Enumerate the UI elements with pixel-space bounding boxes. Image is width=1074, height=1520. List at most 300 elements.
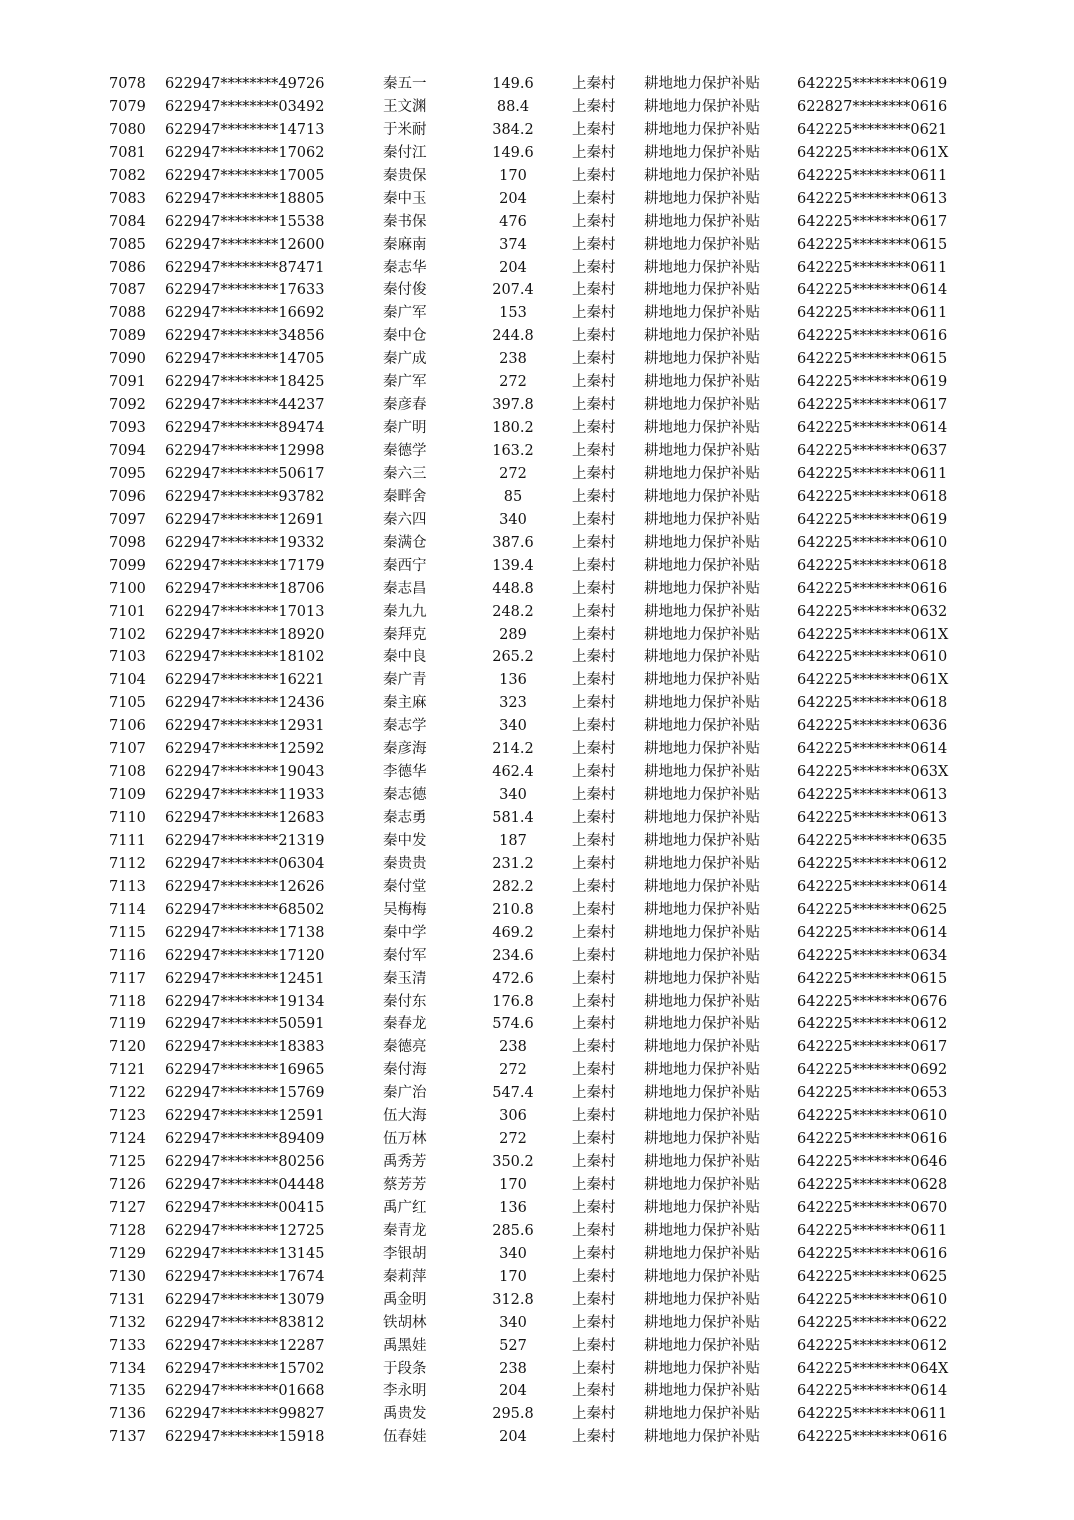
account-number: 622947********83812 — [165, 1314, 325, 1331]
village: 上秦村 — [572, 282, 616, 299]
id-number: 642225********0611 — [797, 1406, 948, 1423]
village: 上秦村 — [572, 465, 616, 482]
recipient-name: 于米耐 — [383, 121, 427, 138]
id-number: 642225********0612 — [797, 855, 948, 872]
id-number: 642225********0646 — [797, 1154, 948, 1171]
village: 上秦村 — [572, 121, 616, 138]
account-number: 622947********18102 — [165, 649, 325, 666]
subsidy-amount: 289 — [499, 626, 527, 643]
village: 上秦村 — [572, 351, 616, 368]
subsidy-amount: 312.8 — [492, 1291, 534, 1308]
table-row — [0, 348, 1074, 371]
subsidy-type: 耕地地力保护补贴 — [644, 832, 760, 849]
village: 上秦村 — [572, 924, 616, 941]
id-number: 642225********0611 — [797, 259, 948, 276]
table-row — [0, 1426, 1074, 1449]
recipient-name: 于段条 — [383, 1360, 427, 1377]
subsidy-type: 耕地地力保护补贴 — [644, 718, 760, 735]
account-number: 622947********68502 — [165, 901, 325, 918]
subsidy-type: 耕地地力保护补贴 — [644, 1016, 760, 1033]
subsidy-amount: 340 — [499, 511, 527, 528]
table-row — [0, 279, 1074, 302]
row-number: 7108 — [109, 764, 146, 781]
account-number: 622947********18383 — [165, 1039, 325, 1056]
recipient-name: 秦广成 — [383, 351, 427, 368]
account-number: 622947********21319 — [165, 832, 325, 849]
row-number: 7106 — [109, 718, 146, 735]
id-number: 642225********0619 — [797, 76, 948, 92]
subsidy-amount: 149.6 — [492, 76, 534, 92]
table-row — [0, 1312, 1074, 1335]
recipient-name: 伍春娃 — [383, 1429, 427, 1446]
id-number: 642225********0617 — [797, 213, 948, 230]
recipient-name: 秦彦海 — [383, 741, 427, 758]
village: 上秦村 — [572, 1291, 616, 1308]
id-number: 642225********0614 — [797, 420, 948, 437]
account-number: 622947********89409 — [165, 1131, 325, 1148]
account-number: 622947********12287 — [165, 1337, 325, 1354]
account-number: 622947********17062 — [165, 144, 325, 161]
recipient-name: 秦志华 — [383, 259, 427, 276]
id-number: 642225********0618 — [797, 557, 948, 574]
row-number: 7095 — [109, 465, 146, 482]
village: 上秦村 — [572, 488, 616, 505]
row-number: 7093 — [109, 420, 146, 437]
subsidy-type: 耕地地力保护补贴 — [644, 144, 760, 161]
subsidy-type: 耕地地力保护补贴 — [644, 76, 760, 92]
subsidy-amount: 448.8 — [492, 580, 534, 597]
village: 上秦村 — [572, 1108, 616, 1125]
id-number: 642225********0636 — [797, 718, 948, 735]
id-number: 642225********0617 — [797, 1039, 948, 1056]
row-number: 7113 — [109, 878, 146, 895]
subsidy-amount: 231.2 — [492, 855, 534, 872]
row-number: 7107 — [109, 741, 146, 758]
village: 上秦村 — [572, 626, 616, 643]
account-number: 622947********87471 — [165, 259, 325, 276]
subsidy-amount: 238 — [499, 1360, 527, 1377]
id-number: 642225********0616 — [797, 328, 948, 345]
subsidy-type: 耕地地力保护补贴 — [644, 1131, 760, 1148]
table-row — [0, 509, 1074, 532]
village: 上秦村 — [572, 1406, 616, 1423]
village: 上秦村 — [572, 1383, 616, 1400]
subsidy-type: 耕地地力保护补贴 — [644, 810, 760, 826]
id-number: 642225********0615 — [797, 970, 948, 987]
row-number: 7103 — [109, 649, 146, 666]
subsidy-type: 耕地地力保护补贴 — [644, 1429, 760, 1446]
subsidy-amount: 374 — [499, 236, 527, 253]
table-row — [0, 1220, 1074, 1243]
row-number: 7094 — [109, 443, 146, 459]
account-number: 622947********12931 — [165, 718, 325, 735]
id-number: 642225********0610 — [797, 534, 948, 551]
village: 上秦村 — [572, 190, 616, 207]
subsidy-type: 耕地地力保护补贴 — [644, 236, 760, 253]
recipient-name: 禹贵发 — [383, 1406, 427, 1423]
table-row — [0, 257, 1074, 280]
account-number: 622947********80256 — [165, 1154, 325, 1171]
table-row — [0, 784, 1074, 807]
row-number: 7109 — [109, 787, 146, 804]
subsidy-amount: 397.8 — [492, 397, 534, 414]
village: 上秦村 — [572, 695, 616, 712]
table-row — [0, 899, 1074, 922]
row-number: 7135 — [109, 1383, 146, 1400]
subsidy-amount: 272 — [499, 374, 527, 391]
id-number: 642225********0635 — [797, 832, 948, 849]
account-number: 622947********06304 — [165, 855, 325, 872]
id-number: 642225********0676 — [797, 993, 948, 1010]
subsidy-amount: 163.2 — [492, 443, 534, 459]
table-row — [0, 73, 1074, 96]
subsidy-amount: 282.2 — [492, 878, 534, 895]
table-row — [0, 165, 1074, 188]
id-number: 642225********0625 — [797, 901, 948, 918]
subsidy-amount: 238 — [499, 1039, 527, 1056]
table-row — [0, 669, 1074, 692]
table-row — [0, 624, 1074, 647]
subsidy-type: 耕地地力保护补贴 — [644, 397, 760, 414]
recipient-name: 秦付军 — [383, 947, 427, 964]
subsidy-type: 耕地地力保护补贴 — [644, 351, 760, 368]
id-number: 642225********0611 — [797, 167, 948, 184]
table-row — [0, 532, 1074, 555]
village: 上秦村 — [572, 144, 616, 161]
subsidy-type: 耕地地力保护补贴 — [644, 787, 760, 804]
subsidy-type: 耕地地力保护补贴 — [644, 649, 760, 666]
account-number: 622947********18425 — [165, 374, 325, 391]
account-number: 622947********12683 — [165, 810, 325, 826]
id-number: 642225********0618 — [797, 488, 948, 505]
account-number: 622947********12626 — [165, 878, 325, 895]
subsidy-type: 耕地地力保护补贴 — [644, 1337, 760, 1354]
table-row — [0, 555, 1074, 578]
subsidy-amount: 340 — [499, 718, 527, 735]
table-row — [0, 1289, 1074, 1312]
village: 上秦村 — [572, 397, 616, 414]
subsidy-amount: 581.4 — [492, 810, 534, 826]
subsidy-amount: 323 — [499, 695, 527, 712]
village: 上秦村 — [572, 580, 616, 597]
account-number: 622947********14713 — [165, 121, 325, 138]
subsidy-amount: 139.4 — [492, 557, 534, 574]
subsidy-type: 耕地地力保护补贴 — [644, 1245, 760, 1262]
recipient-name: 秦青龙 — [383, 1222, 427, 1239]
recipient-name: 秦志德 — [383, 787, 427, 804]
row-number: 7129 — [109, 1245, 146, 1262]
row-number: 7132 — [109, 1314, 146, 1331]
id-number: 642225********0613 — [797, 190, 948, 207]
table-row — [0, 715, 1074, 738]
subsidy-amount: 272 — [499, 1062, 527, 1079]
table-row — [0, 1082, 1074, 1105]
account-number: 622947********15702 — [165, 1360, 325, 1377]
subsidy-type: 耕地地力保护补贴 — [644, 672, 760, 689]
account-number: 622947********18706 — [165, 580, 325, 597]
table-row — [0, 830, 1074, 853]
id-number: 642225********0632 — [797, 603, 948, 620]
recipient-name: 秦莉萍 — [383, 1268, 427, 1285]
subsidy-amount: 387.6 — [492, 534, 534, 551]
subsidy-amount: 204 — [499, 259, 527, 276]
village: 上秦村 — [572, 1245, 616, 1262]
id-number: 642225********0634 — [797, 947, 948, 964]
recipient-name: 李永明 — [383, 1383, 427, 1400]
row-number: 7124 — [109, 1131, 146, 1148]
table-row — [0, 302, 1074, 325]
account-number: 622947********15918 — [165, 1429, 325, 1446]
table-row — [0, 440, 1074, 463]
account-number: 622947********12998 — [165, 443, 325, 459]
recipient-name: 秦玉清 — [383, 970, 427, 987]
row-number: 7114 — [109, 901, 146, 918]
village: 上秦村 — [572, 1314, 616, 1331]
village: 上秦村 — [572, 305, 616, 322]
recipient-name: 秦付东 — [383, 993, 427, 1010]
subsidy-amount: 272 — [499, 465, 527, 482]
recipient-name: 秦中良 — [383, 649, 427, 666]
id-number: 642225********0616 — [797, 1429, 948, 1446]
id-number: 642225********061X — [797, 144, 949, 161]
village: 上秦村 — [572, 764, 616, 781]
id-number: 642225********0616 — [797, 1131, 948, 1148]
table-row — [0, 211, 1074, 234]
table-row — [0, 1105, 1074, 1128]
subsidy-type: 耕地地力保护补贴 — [644, 993, 760, 1010]
account-number: 622947********00415 — [165, 1199, 325, 1216]
account-number: 622947********89474 — [165, 420, 325, 437]
subsidy-type: 耕地地力保护补贴 — [644, 443, 760, 459]
account-number: 622947********50617 — [165, 465, 325, 482]
village: 上秦村 — [572, 672, 616, 689]
recipient-name: 秦付江 — [383, 144, 427, 161]
recipient-name: 李银胡 — [383, 1245, 427, 1262]
account-number: 622947********13079 — [165, 1291, 325, 1308]
subsidy-amount: 210.8 — [492, 901, 534, 918]
subsidy-amount: 340 — [499, 1245, 527, 1262]
recipient-name: 蔡芳芳 — [383, 1177, 427, 1193]
subsidy-amount: 285.6 — [492, 1222, 534, 1239]
subsidy-type: 耕地地力保护补贴 — [644, 1177, 760, 1193]
subsidy-type: 耕地地力保护补贴 — [644, 603, 760, 620]
recipient-name: 秦畔舍 — [383, 488, 427, 505]
village: 上秦村 — [572, 1085, 616, 1102]
subsidy-amount: 265.2 — [492, 649, 534, 666]
row-number: 7115 — [109, 924, 146, 941]
subsidy-amount: 170 — [499, 167, 527, 184]
recipient-name: 秦付堂 — [383, 878, 427, 895]
id-number: 642225********0670 — [797, 1199, 948, 1216]
account-number: 622947********18920 — [165, 626, 325, 643]
recipient-name: 禹金明 — [383, 1291, 427, 1308]
table-row — [0, 1013, 1074, 1036]
village: 上秦村 — [572, 420, 616, 437]
village: 上秦村 — [572, 557, 616, 574]
account-number: 622947********11933 — [165, 787, 325, 804]
subsidy-type: 耕地地力保护补贴 — [644, 947, 760, 964]
recipient-name: 秦书保 — [383, 213, 427, 230]
subsidy-amount: 472.6 — [492, 970, 534, 987]
id-number: 642225********0614 — [797, 924, 948, 941]
subsidy-amount: 149.6 — [492, 144, 534, 161]
row-number: 7111 — [109, 832, 146, 849]
row-number: 7088 — [109, 305, 146, 322]
id-number: 642225********0612 — [797, 1337, 948, 1354]
village: 上秦村 — [572, 1199, 616, 1216]
row-number: 7116 — [109, 947, 146, 964]
subsidy-amount: 214.2 — [492, 741, 534, 758]
subsidy-amount: 244.8 — [492, 328, 534, 345]
subsidy-type: 耕地地力保护补贴 — [644, 213, 760, 230]
recipient-name: 秦付海 — [383, 1062, 427, 1079]
table-row — [0, 1380, 1074, 1403]
row-number: 7125 — [109, 1154, 146, 1171]
account-number: 622947********12451 — [165, 970, 325, 987]
subsidy-amount: 295.8 — [492, 1406, 534, 1423]
subsidy-type: 耕地地力保护补贴 — [644, 1062, 760, 1079]
account-number: 622947********17120 — [165, 947, 325, 964]
row-number: 7136 — [109, 1406, 146, 1423]
subsidy-type: 耕地地力保护补贴 — [644, 1360, 760, 1377]
subsidy-amount: 350.2 — [492, 1154, 534, 1171]
recipient-name: 秦满仓 — [383, 534, 427, 551]
table-row — [0, 234, 1074, 257]
subsidy-amount: 340 — [499, 1314, 527, 1331]
recipient-name: 秦广军 — [383, 305, 427, 322]
recipient-name: 秦九九 — [383, 603, 427, 620]
account-number: 622947********49726 — [165, 76, 325, 92]
subsidy-amount: 574.6 — [492, 1016, 534, 1033]
subsidy-type: 耕地地力保护补贴 — [644, 1154, 760, 1171]
subsidy-type: 耕地地力保护补贴 — [644, 511, 760, 528]
recipient-name: 铁胡林 — [383, 1314, 427, 1331]
recipient-name: 伍大海 — [383, 1108, 427, 1125]
recipient-name: 秦德学 — [383, 443, 427, 459]
id-number: 622827********0616 — [797, 98, 948, 115]
row-number: 7117 — [109, 970, 146, 987]
id-number: 642225********0619 — [797, 511, 948, 528]
village: 上秦村 — [572, 603, 616, 620]
id-number: 642225********0613 — [797, 787, 948, 804]
recipient-name: 李德华 — [383, 764, 427, 781]
village: 上秦村 — [572, 993, 616, 1010]
account-number: 622947********03492 — [165, 98, 325, 115]
id-number: 642225********0618 — [797, 695, 948, 712]
subsidy-amount: 187 — [499, 832, 527, 849]
village: 上秦村 — [572, 259, 616, 276]
row-number: 7083 — [109, 190, 146, 207]
id-number: 642225********0616 — [797, 580, 948, 597]
subsidy-amount: 306 — [499, 1108, 527, 1125]
id-number: 642225********0612 — [797, 1016, 948, 1033]
row-number: 7119 — [109, 1016, 146, 1033]
recipient-name: 伍万林 — [383, 1131, 427, 1148]
village: 上秦村 — [572, 1337, 616, 1354]
subsidy-type: 耕地地力保护补贴 — [644, 764, 760, 781]
row-number: 7085 — [109, 236, 146, 253]
table-row — [0, 1266, 1074, 1289]
subsidy-amount: 248.2 — [492, 603, 534, 620]
account-number: 622947********99827 — [165, 1406, 325, 1423]
table-row — [0, 371, 1074, 394]
row-number: 7098 — [109, 534, 146, 551]
id-number: 642225********064X — [797, 1360, 949, 1377]
village: 上秦村 — [572, 1268, 616, 1285]
account-number: 622947********19332 — [165, 534, 325, 551]
recipient-name: 禹广红 — [383, 1199, 427, 1216]
subsidy-amount: 170 — [499, 1177, 527, 1193]
village: 上秦村 — [572, 511, 616, 528]
id-number: 642225********0616 — [797, 1245, 948, 1262]
subsidy-amount: 340 — [499, 787, 527, 804]
subsidy-type: 耕地地力保护补贴 — [644, 420, 760, 437]
table-row — [0, 1403, 1074, 1426]
subsidy-amount: 207.4 — [492, 282, 534, 299]
subsidy-type: 耕地地力保护补贴 — [644, 1383, 760, 1400]
recipient-name: 秦主麻 — [383, 695, 427, 712]
table-row — [0, 1243, 1074, 1266]
account-number: 622947********14705 — [165, 351, 325, 368]
table-row — [0, 119, 1074, 142]
village: 上秦村 — [572, 718, 616, 735]
subsidy-type: 耕地地力保护补贴 — [644, 465, 760, 482]
village: 上秦村 — [572, 1016, 616, 1033]
row-number: 7086 — [109, 259, 146, 276]
village: 上秦村 — [572, 810, 616, 826]
subsidy-amount: 153 — [499, 305, 527, 322]
row-number: 7120 — [109, 1039, 146, 1056]
row-number: 7105 — [109, 695, 146, 712]
id-number: 642225********0692 — [797, 1062, 948, 1079]
subsidy-type: 耕地地力保护补贴 — [644, 626, 760, 643]
account-number: 622947********17005 — [165, 167, 325, 184]
subsidy-type: 耕地地力保护补贴 — [644, 190, 760, 207]
row-number: 7137 — [109, 1429, 146, 1446]
recipient-name: 秦贵保 — [383, 167, 427, 184]
subsidy-type: 耕地地力保护补贴 — [644, 970, 760, 987]
subsidy-type: 耕地地力保护补贴 — [644, 901, 760, 918]
subsidy-type: 耕地地力保护补贴 — [644, 1314, 760, 1331]
row-number: 7122 — [109, 1085, 146, 1102]
recipient-name: 秦贵贵 — [383, 855, 427, 872]
subsidy-amount: 88.4 — [496, 98, 530, 115]
table-row — [0, 991, 1074, 1014]
id-number: 642225********061X — [797, 672, 949, 689]
village: 上秦村 — [572, 1154, 616, 1171]
account-number: 622947********13145 — [165, 1245, 325, 1262]
recipient-name: 王文渊 — [383, 98, 427, 115]
row-number: 7080 — [109, 121, 146, 138]
account-number: 622947********17633 — [165, 282, 325, 299]
id-number: 642225********0622 — [797, 1314, 948, 1331]
recipient-name: 秦广军 — [383, 374, 427, 391]
table-row — [0, 1335, 1074, 1358]
village: 上秦村 — [572, 878, 616, 895]
account-number: 622947********93782 — [165, 488, 325, 505]
row-number: 7089 — [109, 328, 146, 345]
account-number: 622947********12592 — [165, 741, 325, 758]
account-number: 622947********12436 — [165, 695, 325, 712]
subsidy-type: 耕地地力保护补贴 — [644, 305, 760, 322]
row-number: 7123 — [109, 1108, 146, 1125]
subsidy-amount: 180.2 — [492, 420, 534, 437]
id-number: 642225********0611 — [797, 465, 948, 482]
row-number: 7079 — [109, 98, 146, 115]
recipient-name: 吴梅梅 — [383, 901, 427, 918]
subsidy-type: 耕地地力保护补贴 — [644, 855, 760, 872]
row-number: 7118 — [109, 993, 146, 1010]
